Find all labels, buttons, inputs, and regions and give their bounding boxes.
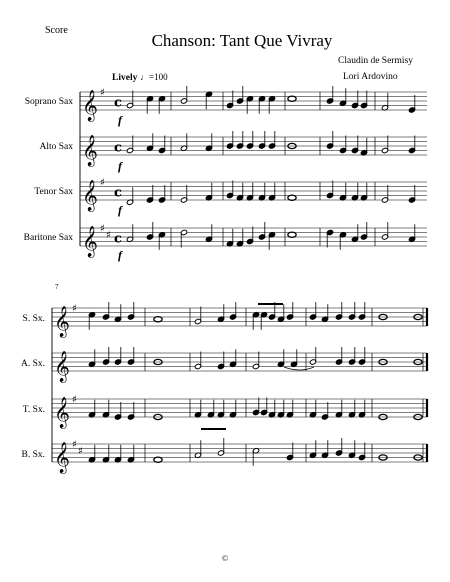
sharp-icon: ♯ (78, 446, 83, 457)
treble-clef-icon: 𝄞 (82, 135, 98, 166)
dynamic-baritone: f (118, 248, 122, 262)
sharp-icon: ♯ (100, 177, 105, 189)
common-time-icon: c (114, 95, 122, 111)
sharp-icon: ♯ (106, 230, 111, 241)
treble-clef-icon: 𝄞 (54, 442, 70, 473)
dynamic-soprano: f (118, 113, 122, 127)
piece-title: Chanson: Tant Que Vivray (151, 31, 333, 50)
staff-label-s-sx: S. Sx. (22, 314, 45, 324)
copyright-symbol: © (221, 554, 229, 563)
staff-label-t-sx: T. Sx. (22, 405, 45, 415)
staff-label-tenor: Tenor Sax (34, 187, 73, 197)
treble-clef-icon: 𝄞 (54, 351, 70, 382)
common-time-icon: c (114, 185, 122, 201)
whole-note (288, 232, 296, 237)
sharp-icon: ♯ (72, 303, 77, 315)
common-time-icon: c (114, 140, 122, 156)
whole-note (154, 457, 162, 462)
staff-label-b-sx: B. Sx. (21, 450, 45, 460)
metronome-marking: ♩=100 (140, 72, 168, 82)
staff-label-baritone: Baritone Sax (23, 233, 73, 243)
whole-note (288, 96, 296, 101)
dynamic-alto: f (118, 159, 122, 173)
treble-clef-icon: 𝄞 (82, 90, 98, 121)
treble-clef-icon: 𝄞 (82, 226, 98, 257)
tempo-marking: Lively (112, 73, 138, 83)
sharp-icon: ♯ (100, 223, 105, 235)
sharp-icon: ♯ (100, 87, 105, 99)
dynamic-tenor: f (118, 203, 122, 217)
common-time-icon: c (114, 231, 122, 247)
score-label: Score (45, 25, 68, 36)
sharp-icon: ♯ (72, 394, 77, 406)
sharp-icon: ♯ (72, 439, 77, 451)
music-notation (52, 86, 427, 474)
composer-credit: Claudin de Sermisy (338, 56, 413, 66)
whole-note (154, 317, 162, 322)
whole-note (288, 195, 296, 200)
tie (284, 367, 314, 370)
treble-clef-icon: 𝄞 (54, 397, 70, 428)
treble-clef-icon: 𝄞 (54, 306, 70, 337)
staff-label-alto: Alto Sax (39, 142, 73, 152)
measure-number: 7 (55, 283, 59, 291)
treble-clef-icon: 𝄞 (82, 180, 98, 211)
staff-label-a-sx: A. Sx. (20, 359, 45, 369)
staff-label-soprano: Soprano Sax (24, 97, 73, 107)
arranger-credit: Lori Ardovino (343, 72, 398, 82)
